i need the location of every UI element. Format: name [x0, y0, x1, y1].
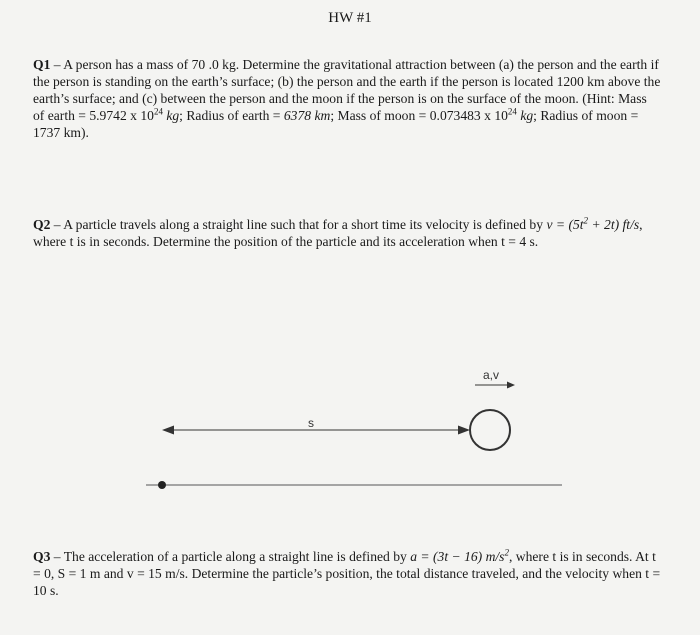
particle-circle [470, 410, 510, 450]
question-1-text-d: ; Radius of moon = 1737 km). [33, 108, 639, 140]
origin-dot [158, 481, 166, 489]
question-3 [33, 548, 661, 599]
question-2-text-b: , where t is in seconds. Determine the position of the particle and its acceleration when t = 4 s. [33, 217, 643, 249]
moon-mass-unit: kg [516, 108, 534, 123]
av-label: a,v [483, 368, 500, 382]
question-1-text-b: ; Radius of earth = [179, 108, 284, 123]
page-title: HW #1 [328, 10, 372, 26]
s-label: s [308, 416, 314, 430]
question-3-text-a: The acceleration of a particle along a straight line is defined by [63, 549, 411, 564]
velocity-equation-exponent: 2 [583, 215, 589, 226]
question-2-dash: – [50, 217, 64, 232]
question-1-dash: – [50, 57, 64, 72]
question-3-dash: – [50, 549, 64, 564]
earth-radius-value: 6378 km [283, 108, 331, 123]
particle-diagram [0, 360, 700, 500]
velocity-equation: v = (5t [546, 217, 584, 232]
question-1-label: Q1 [33, 57, 51, 72]
question-2-label: Q2 [33, 217, 51, 232]
question-1 [33, 56, 661, 141]
moon-mass-exponent: 24 [507, 106, 517, 117]
velocity-equation-tail: + 2t) ft/s [588, 217, 640, 232]
av-arrow-icon [475, 382, 515, 389]
acceleration-equation: a = (3t − 16) m/s [410, 549, 505, 564]
moon-mass-value: 0.073483 x 10 [429, 108, 508, 123]
acceleration-equation-exponent: 2 [504, 547, 509, 558]
earth-mass-unit: kg [162, 108, 180, 123]
question-1-text-a: A person has a mass of 70 .0 kg. Determine the gravitational attraction between (a) the person and the earth if the person is standing on the earth’s surface; (b) the person and the earth if the person is located 1200 km above the earth’s surface; and (c) between the person and the moon if the person is on the surface of the moon. (Hint: Mass of earth = [33, 57, 661, 123]
question-2 [33, 216, 661, 250]
s-arrow-line [162, 426, 470, 435]
question-1-text-c: ; Mass of moon = [330, 108, 430, 123]
question-3-text-b: , where t is in seconds. At t = 0, S = 1 m and v = 15 m/s. Determine the particle’s position, the total distance traveled, and the velocity when t = 10 s. [33, 549, 661, 598]
earth-mass-value: 5.9742 x 10 [89, 108, 154, 123]
question-2-text-a: A particle travels along a straight line such that for a short time its velocity is defined by [63, 217, 547, 232]
earth-mass-exponent: 24 [153, 106, 163, 117]
question-3-label: Q3 [33, 549, 51, 564]
